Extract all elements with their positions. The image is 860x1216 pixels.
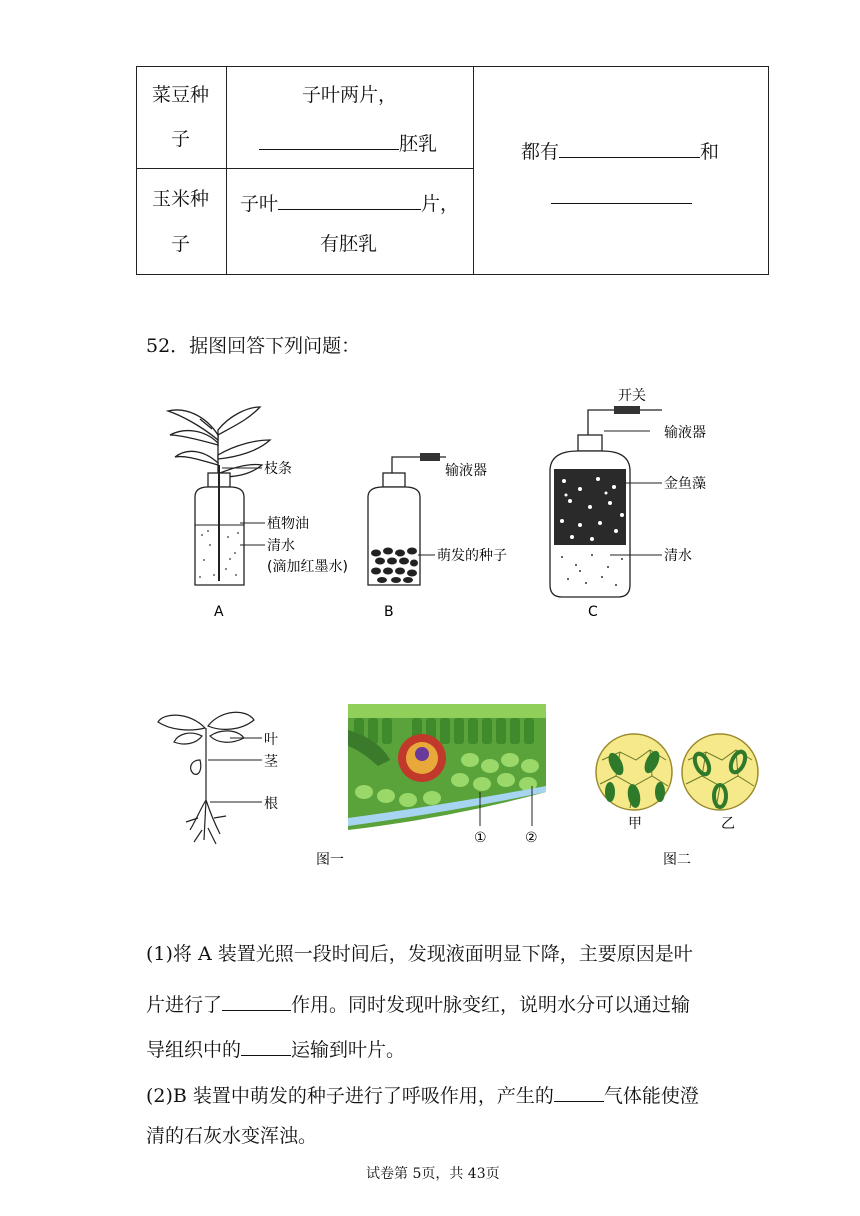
plant-structure-figure xyxy=(150,700,770,870)
leaf-icon xyxy=(218,440,270,459)
leaf-icon xyxy=(175,451,218,465)
row1-name-line1: 菜豆种 xyxy=(152,84,210,106)
label-fig1: 图一 xyxy=(316,852,344,868)
common-features-line1: 都有 和 xyxy=(521,138,719,162)
row2-desc-line2: 有胚乳 xyxy=(320,233,378,255)
q1-line3: 导组织中的 运输到叶片。 xyxy=(146,1036,405,1060)
label-b: B xyxy=(384,604,394,620)
label-infuser-c: 输液器 xyxy=(664,425,706,441)
row2-name-line2: 子 xyxy=(171,233,191,255)
row2-desc-line1: 子叶 片， xyxy=(240,190,459,214)
infuser-clamp-icon xyxy=(420,453,440,461)
label-oil: 植物油 xyxy=(267,516,309,532)
label-a: A xyxy=(214,604,224,620)
label-water-c: 清水 xyxy=(664,548,692,564)
label-jia: 甲 xyxy=(628,816,642,832)
q1-line2: 片进行了 作用。同时发现叶脉变红，说明水分可以通过输 xyxy=(146,991,690,1015)
marker-1: ① xyxy=(474,830,487,846)
q2-line2: 清的石灰水变浑浊。 xyxy=(146,1125,318,1147)
stomata-yi xyxy=(682,734,758,832)
leaf-icon xyxy=(174,733,202,744)
label-water: 清水 xyxy=(267,538,295,554)
leaf-cross-section xyxy=(316,704,546,868)
label-red-ink: (滴加红墨水) xyxy=(267,559,348,575)
q2-line1: (2)B 装置中萌发的种子进行了呼吸作用，产生的 气体能使澄 xyxy=(146,1082,699,1106)
label-branch: 枝条 xyxy=(264,461,292,477)
table-divider xyxy=(473,67,474,274)
answer-blank[interactable] xyxy=(559,138,700,158)
table-divider xyxy=(226,67,227,274)
question-title: 52．据图回答下列问题： xyxy=(146,335,361,357)
answer-blank[interactable] xyxy=(278,190,421,210)
leaf-icon xyxy=(210,731,244,742)
stomata-jia xyxy=(596,734,672,832)
answer-blank[interactable] xyxy=(554,1082,604,1102)
label-seeds: 萌发的种子 xyxy=(437,548,507,564)
q1-line1: (1)将 A 装置光照一段时间后，发现液面明显下降，主要原因是叶 xyxy=(146,943,693,965)
leaf-icon xyxy=(191,760,201,774)
label-yi: 乙 xyxy=(721,816,735,832)
label-stem: 茎 xyxy=(264,754,278,770)
row1-desc-line1: 子叶两片， xyxy=(302,84,398,106)
answer-blank[interactable] xyxy=(222,991,291,1011)
apparatus-a xyxy=(168,407,348,620)
apparatus-b xyxy=(368,453,507,620)
table-divider xyxy=(137,168,473,169)
label-switch: 开关 xyxy=(618,388,646,404)
seed-comparison-table xyxy=(136,66,769,275)
row1-name-line2: 子 xyxy=(171,128,191,150)
label-c: C xyxy=(588,604,598,620)
label-goldfish-algae: 金鱼藻 xyxy=(664,476,706,492)
label-leaf: 叶 xyxy=(264,732,278,748)
answer-blank[interactable] xyxy=(259,130,399,150)
leaf-icon xyxy=(218,407,260,435)
marker-2: ② xyxy=(525,830,538,846)
row1-desc-line2: 胚乳 xyxy=(259,130,437,154)
row2-name-line1: 玉米种 xyxy=(152,188,210,210)
label-fig2: 图二 xyxy=(663,852,691,868)
apparatus-figure xyxy=(140,385,740,625)
label-infuser-b: 输液器 xyxy=(445,463,487,479)
leaf-icon xyxy=(158,715,205,730)
label-root: 根 xyxy=(264,796,278,812)
plant-diagram xyxy=(158,712,254,844)
apparatus-c xyxy=(550,388,706,620)
answer-blank[interactable] xyxy=(551,203,692,204)
page-footer: 试卷第 5页，共 43页 xyxy=(366,1166,500,1182)
switch-icon xyxy=(614,406,640,414)
leaf-icon xyxy=(208,712,254,729)
answer-blank[interactable] xyxy=(241,1036,291,1056)
